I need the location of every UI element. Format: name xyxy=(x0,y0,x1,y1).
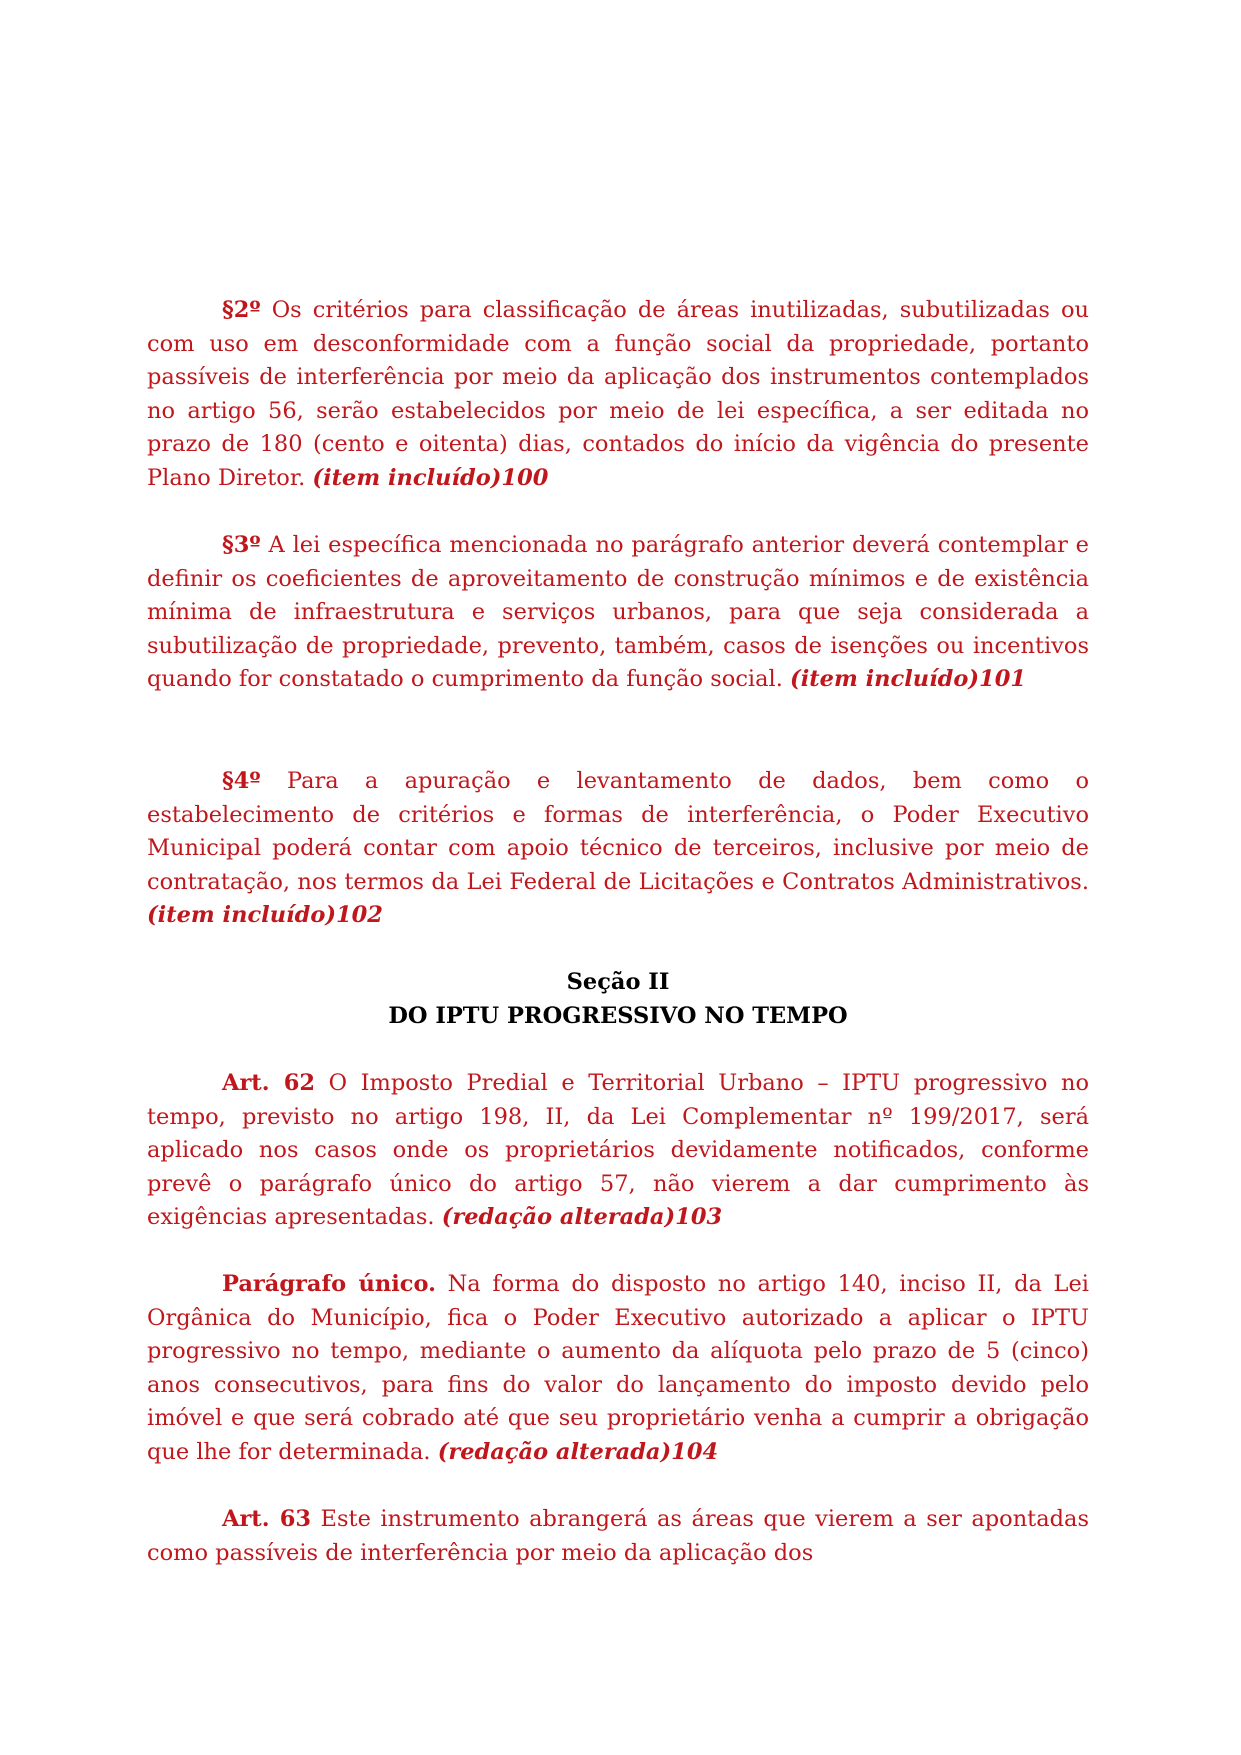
paragraph-4-note: (item incluído)102 xyxy=(147,902,383,929)
article-63-lead: Art. 63 xyxy=(222,1506,312,1532)
paragraph-3-body: A lei específica mencionada no parágrafo anterior deverá contemplar e definir os coeficientes de aproveitamento de construção mínimos e de existência mínima de infraestrutura e serviços urbanos, para que seja considerada a subutilização de propriedade, prevento, também, casos de isenções ou incentivos quando for constatado o cumprimento da função social. xyxy=(147,532,1089,693)
paragraph-3 xyxy=(147,529,1089,697)
paragraph-3-lead: §3º xyxy=(222,532,261,558)
paragrafo-unico xyxy=(147,1268,1089,1470)
article-62-body: O Imposto Predial e Territorial Urbano – IPTU progressivo no tempo, previsto no artigo 198, II, da Lei Complementar nº 199/2017, será aplicado nos casos onde os proprietários devidamente notificados, conforme prevê o parágrafo único do artigo 57, não vierem a dar cumprimento às exigências apresentadas. xyxy=(147,1070,1089,1231)
section-title: Seção II xyxy=(566,969,670,995)
paragraph-2-lead: §2º xyxy=(222,297,261,323)
paragrafo-unico-note: (redação alterada)104 xyxy=(437,1438,719,1465)
paragraph-3-note: (item incluído)101 xyxy=(790,666,1027,693)
article-62-note: (redação alterada)103 xyxy=(441,1204,723,1231)
paragraph-2 xyxy=(147,294,1089,496)
paragraph-4-lead: §4º xyxy=(222,768,261,794)
article-63 xyxy=(147,1503,1089,1570)
article-62 xyxy=(147,1067,1089,1235)
paragraph-4-body: Para a apuração e levantamento de dados, bem como o estabelecimento de critérios e formas de interferência, o Poder Executivo Municipal poderá contar com apoio técnico de terceiros, inclusive por meio de contratação, nos termos da Lei Federal de Licitações e Contratos Administrativos. xyxy=(147,768,1089,895)
article-63-body: Este instrumento abrangerá as áreas que vierem a ser apontadas como passíveis de interferência por meio da aplicação dos xyxy=(147,1506,1090,1566)
paragraph-4 xyxy=(147,765,1089,933)
section-subtitle: DO IPTU PROGRESSIVO NO TEMPO xyxy=(388,1003,848,1029)
paragrafo-unico-body: Na forma do disposto no artigo 140, inciso II, da Lei Orgânica do Município, fica o Poder Executivo autorizado a aplicar o IPTU progressivo no tempo, mediante o aumento da alíquota pelo prazo de 5 (cinco) anos consecutivos, para fins do valor do lançamento do imposto devido pelo imóvel e que será cobrado até que seu proprietário venha a cumprir a obrigação que lhe for determinada. xyxy=(147,1271,1089,1465)
article-62-lead: Art. 62 xyxy=(222,1070,316,1096)
paragrafo-unico-lead: Parágrafo único. xyxy=(222,1271,436,1297)
paragraph-2-body: Os critérios para classificação de áreas inutilizadas, subutilizadas ou com uso em desconformidade com a função social da propriedade, portanto passíveis de interferência por meio da aplicação dos instrumentos contemplados no artigo 56, serão estabelecidos por meio de lei específica, a ser editada no prazo de 180 (cento e oitenta) dias, contados do início da vigência do presente Plano Diretor. xyxy=(147,297,1089,491)
paragraph-2-note: (item incluído)100 xyxy=(312,464,549,491)
